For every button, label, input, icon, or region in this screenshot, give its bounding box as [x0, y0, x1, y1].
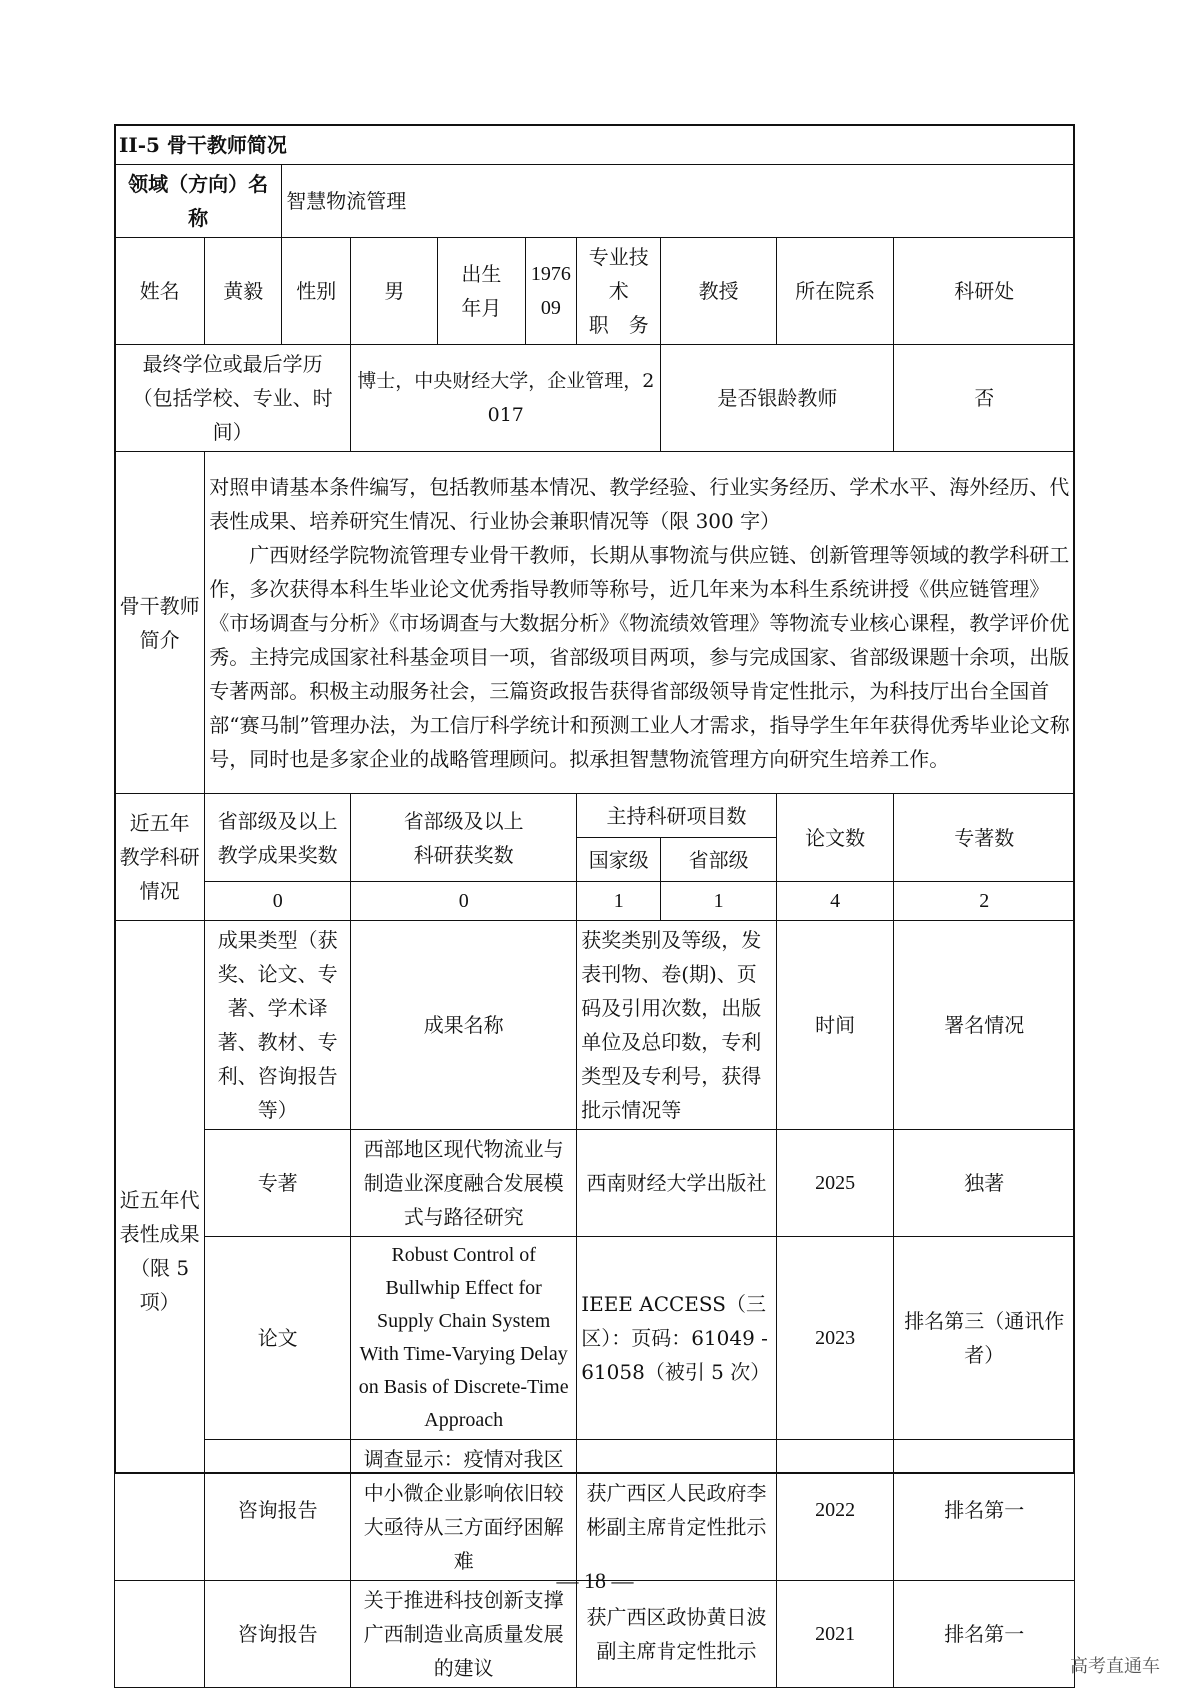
achievement-detail: 获广西区政协黄日波副主席肯定性批示: [577, 1581, 777, 1688]
achievements-header-author: 署名情况: [894, 921, 1075, 1130]
stats-header-research: 省部级及以上 科研获奖数: [351, 794, 577, 882]
stats-value-research: 0: [351, 882, 577, 921]
stats-value-teaching: 0: [205, 882, 351, 921]
field-value: 智慧物流管理: [282, 165, 1075, 238]
watermark: 高考直通车: [1070, 1656, 1160, 1677]
achievement-time: 2022: [776, 1440, 894, 1581]
achievements-row-label: 近五年代 表性成果 （限 5 项）: [115, 921, 205, 1581]
stats-header-projects: 主持科研项目数: [577, 794, 777, 838]
table-border-bottom: [114, 1472, 1075, 1474]
achievement-type: 咨询报告: [205, 1581, 351, 1688]
achievement-author: 独著: [894, 1130, 1075, 1237]
achievement-name: 关于推进科技创新支撑广西制造业高质量发展的建议: [351, 1581, 577, 1688]
birth-label: 出生 年月: [438, 238, 525, 345]
birth-value: 1976 09: [525, 238, 577, 345]
achievement-author: 排名第三（通讯作者）: [894, 1237, 1075, 1440]
stats-header-national: 国家级: [577, 838, 661, 882]
achievement-name: Robust Control of Bullwhip Effect for Supply Chain System With Time-Varying Delay on Basis of Discrete-Time Approach: [351, 1237, 577, 1440]
field-label: 领域（方向）名称: [115, 165, 282, 238]
dept-value: 科研处: [894, 238, 1075, 345]
achievement-detail: 西南财经大学出版社: [577, 1130, 777, 1237]
stats-row-label: 近五年 教学科研 情况: [115, 794, 205, 921]
section-title: II-5 骨干教师简况: [115, 125, 1075, 165]
stats-header-books: 专著数: [894, 794, 1075, 882]
stats-header-teaching: 省部级及以上 教学成果奖数: [205, 794, 351, 882]
name-label: 姓名: [115, 238, 205, 345]
profile-instruction: 对照申请基本条件编写，包括教师基本情况、教学经验、行业实务经历、学术水平、海外经历、代表性成果、培养研究生情况、行业协会兼职情况等（限 300 字）: [209, 474, 1070, 533]
degree-label: 最终学位或最后学历 （包括学校、专业、时间）: [115, 345, 351, 452]
achievement-detail: IEEE ACCESS（三区）：页码：61049 - 61058（被引 5 次）: [577, 1237, 777, 1440]
profile-label: 骨干教师 简介: [115, 452, 205, 794]
gender-value: 男: [351, 238, 438, 345]
name-value: 黄毅: [205, 238, 282, 345]
achievement-time: 2021: [776, 1581, 894, 1688]
achievement-detail: 获广西区人民政府李彬副主席肯定性批示: [577, 1440, 777, 1581]
achievements-continued-cell: [115, 1581, 205, 1688]
achievements-header-detail: 获奖类别及等级，发表刊物、卷(期)、页码及引用次数，出版单位及总印数，专利类型及专利号，获得批示情况等: [577, 921, 777, 1130]
table-border-left: [114, 124, 116, 1472]
stats-header-papers: 论文数: [776, 794, 894, 882]
title-label: 专业技术 职 务: [577, 238, 661, 345]
silver-teacher-value: 否: [894, 345, 1075, 452]
profile-body: 广西财经学院物流管理专业骨干教师，长期从事物流与供应链、创新管理等领域的教学科研工作，多次获得本科生毕业论文优秀指导教师等称号，近几年来为本科生系统讲授《供应链管理》《市场调查与分析》《市场调查与大数据分析》《物流绩效管理》等物流专业核心课程，教学评价优秀。主持完成国家社科基金项目一项，省部级项目两项，参与完成国家、省部级课题十余项，出版专著两部。积极主动服务社会，三篇资政报告获得省部级领导肯定性批示，为科技厅出台全国首部“赛马制”管理办法，为工信厅科学统计和预测工业人才需求，指导学生年年获得优秀毕业论文称号，同时也是多家企业的战略管理顾问。拟承担智慧物流管理方向研究生培养工作。: [209, 542, 1070, 771]
gender-label: 性别: [282, 238, 351, 345]
achievement-author: 排名第一: [894, 1440, 1075, 1581]
stats-value-provincial: 1: [661, 882, 777, 921]
stats-header-provincial: 省部级: [661, 838, 777, 882]
table-border-top: [114, 124, 1075, 126]
achievement-author: 排名第一: [894, 1581, 1075, 1688]
achievement-name: 调查显示：疫情对我区中小微企业影响依旧较大亟待从三方面纾困解难: [351, 1440, 577, 1581]
table-border-right: [1073, 124, 1075, 1472]
degree-value: 博士，中央财经大学，企业管理，2017: [351, 345, 661, 452]
achievement-time: 2023: [776, 1237, 894, 1440]
silver-teacher-label: 是否银龄教师: [661, 345, 894, 452]
stats-value-national: 1: [577, 882, 661, 921]
title-value: 教授: [661, 238, 777, 345]
achievement-name: 西部地区现代物流业与制造业深度融合发展模式与路径研究: [351, 1130, 577, 1237]
profile-text: [205, 452, 1075, 794]
achievement-type: 论文: [205, 1237, 351, 1440]
achievement-type: 专著: [205, 1130, 351, 1237]
stats-value-books: 2: [894, 882, 1075, 921]
achievement-type: 咨询报告: [205, 1440, 351, 1581]
achievement-time: 2025: [776, 1130, 894, 1237]
stats-value-papers: 4: [776, 882, 894, 921]
achievements-header-type: 成果类型（获奖、论文、专著、学术译著、教材、专利、咨询报告等）: [205, 921, 351, 1130]
achievements-header-name: 成果名称: [351, 921, 577, 1130]
achievements-header-time: 时间: [776, 921, 894, 1130]
dept-label: 所在院系: [776, 238, 894, 345]
page-number: — 18 —: [556, 1568, 634, 1593]
